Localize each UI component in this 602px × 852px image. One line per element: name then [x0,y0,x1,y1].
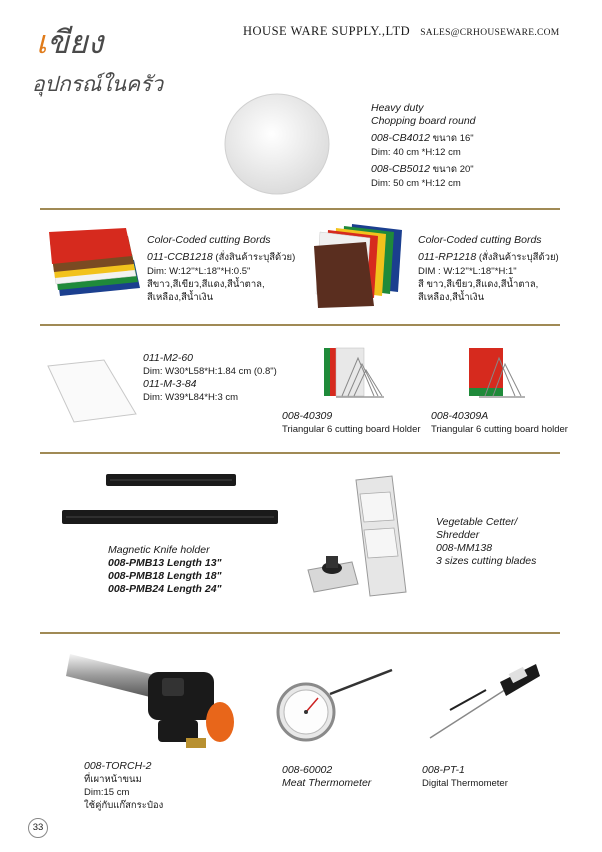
digital-thermometer-image [426,660,542,742]
m2-code2: 011-M-3-84 [143,378,197,390]
chopping-round-size1: ขนาด 16" [429,133,474,144]
meat-thermometer-image [274,664,394,754]
rp-boards-image [310,222,406,310]
m2-code1: 011-M2-60 [143,352,193,364]
shredder-info [436,516,536,568]
rp-colors1: สี ขาว,สีเขียว,สีแดง,สีน้ำตาล, [418,279,539,290]
holder1-info [282,410,421,436]
company-header [243,24,560,39]
page-subtitle: อุปกรณ์ในครัว [32,72,164,96]
divider [40,632,560,634]
shredder-name2: Shredder [436,529,480,541]
title-accent: เ [36,23,47,61]
white-cutting-board-image [44,358,140,424]
m2-dim1: Dim: W30*L58*H:1.84 cm (0.8") [143,366,277,377]
torch-note: ใช้คู่กับแก๊สกระป๋อง [84,800,164,811]
digital-info [422,764,508,790]
holder1-desc: Triangular 6 cutting board Holder [282,424,421,435]
ccb-dim: Dim: W:12''*L:18''*H:0.5" [147,266,251,277]
chopping-round-name2: Chopping board round [371,115,476,127]
kitchen-torch-image [66,648,242,752]
holder1-code: 008-40309 [282,410,333,422]
rp-note: (สั่งสินค้าระบุสีด้วย) [476,252,559,263]
chopping-round-info [371,102,476,190]
knife-line1: 008-PMB13 Length 13" [108,557,222,569]
chopping-round-size2: ขนาด 20" [429,164,474,175]
chopping-round-dim1: Dim: 40 cm *H:12 cm [371,147,461,158]
digital-desc: Digital Thermometer [422,778,508,789]
knife-line2: 008-PMB18 Length 18" [108,570,222,582]
ccb-colors1: สีขาว,สีเขียว,สีแดง,สีน้ำตาล, [147,279,265,290]
shredder-name1: Vegetable Cetter/ [436,516,518,528]
magnetic-knife-holder-image [60,468,282,532]
ccb-name: Color-Coded cutting Bords [147,234,271,246]
ccb-note: (สั่งสินค้าระบุสีด้วย) [212,252,296,263]
ccb-colors2: สีเหลือง,สีน้ำเงิน [147,292,214,303]
m2-info [143,352,277,404]
chopping-round-name1: Heavy duty [371,102,424,114]
knife-line3: 008-PMB24 Length 24" [108,583,222,595]
color-coded-boards-image [46,226,142,298]
chopping-round-code2: 008-CB5012 [371,163,430,175]
torch-info [84,760,163,812]
digital-code: 008-PT-1 [422,764,465,776]
rp-colors2: สีเหลือง,สีน้ำเงิน [418,292,485,303]
holder-image [318,344,390,400]
title-rest: ขียง [46,23,104,61]
holder2-code: 008-40309A [431,410,489,422]
torch-code: 008-TORCH-2 [84,760,152,772]
vegetable-shredder-image [306,474,416,598]
divider [40,208,560,210]
holder2-info [431,410,568,436]
torch-dim: Dim:15 cm [84,787,130,798]
chopping-round-code1: 008-CB4012 [371,132,430,144]
rp-info [418,234,559,304]
rp-name: Color-Coded cutting Bords [418,234,542,246]
page-number: 33 [28,818,48,838]
knife-info [108,544,222,596]
holder2-desc: Triangular 6 cutting board holder [431,424,568,435]
ccb-info [147,234,295,304]
rp-code: 011-RP1218 [418,251,477,263]
company-email: SALES@CRHOUSEWARE.COM [420,28,560,38]
shredder-code: 008-MM138 [436,542,493,554]
shredder-desc: 3 sizes cutting blades [436,555,537,567]
meat-desc: Meat Thermometer [282,777,372,789]
meat-info [282,764,371,790]
holder-a-image [465,344,529,400]
rp-dim: DIM : W:12''*L:18''*H:1" [418,266,517,277]
ccb-code: 011-CCB1218 [147,251,213,263]
m2-dim2: Dim: W39*L84*H:3 cm [143,392,239,403]
divider [40,452,560,454]
knife-name: Magnetic Knife holder [108,544,210,556]
divider [40,324,560,326]
torch-desc: ที่เผาหน้าขนม [84,774,142,785]
page-title [36,23,104,61]
company-name: HOUSE WARE SUPPLY.,LTD [243,24,411,38]
meat-code: 008-60002 [282,764,333,776]
round-chopping-board-image [222,88,332,198]
chopping-round-dim2: Dim: 50 cm *H:12 cm [371,178,461,189]
